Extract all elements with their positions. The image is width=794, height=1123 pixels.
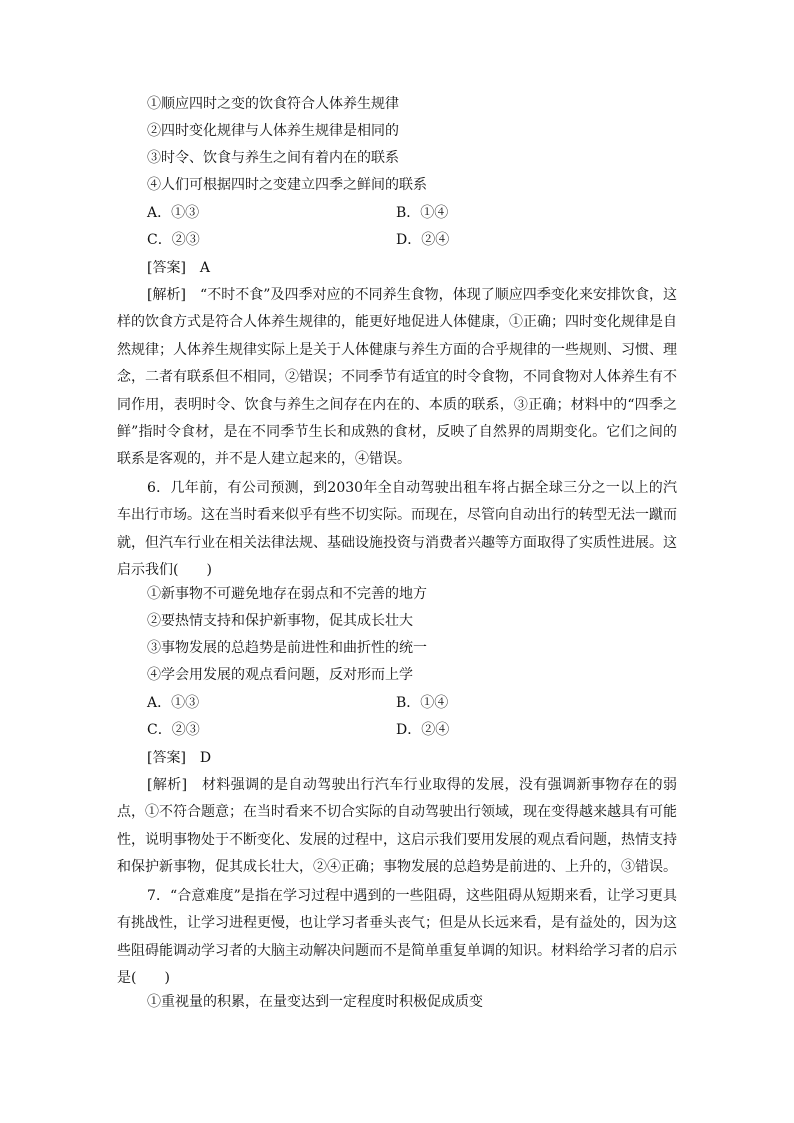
q5-option-1: ①顺应四时之变的饮食符合人体养生规律	[147, 96, 399, 112]
q6-option-3: ③事物发展的总趋势是前进性和曲折性的统一	[147, 640, 427, 656]
q7-option-1: ①重视量的积累，在量变达到一定程度时积极促成质变	[147, 994, 483, 1010]
q6-stem: 6．几年前，有公司预测，到2030年全自动驾驶出租车将占据全球三分之一以上的汽车出行市场。这在当时看来似乎有些不切实际。而现在，尽管向自动出行的转型无法一蹴而就，但汽车行业在相关法律法规、基础设施投资与消费者兴趣等方面取得了实质性进展。这启示我们( )	[117, 480, 677, 579]
q5-answer: [答案] A	[147, 260, 211, 276]
q5-analysis: [解析] “不时不食”及四季对应的不同养生食物，体现了顺应四季变化来安排饮食，这样的饮食方式是符合人体养生规律的，能更好地促进人体健康，①正确；四时变化规律是自然规律；人体养生规律实际上是关于人体健康与养生方面的合乎规律的一些规则、习惯、理念，二者有联系但不相同，②错误；不同季节有适宜的时令食物，不同食物对人体养生有不同作用，表明时令、饮食与养生之间存在内在的、本质的联系，③正确；材料中的“四季之鲜”指时令食材，是在不同季节生长和成熟的食材，反映了自然界的周期变化。它们之间的联系是客观的，并不是人建立起来的，④错误。	[117, 287, 677, 468]
q6-option-2: ②要热情支持和保护新事物，促其成长壮大	[147, 613, 413, 629]
q6-answer: [答案] D	[147, 750, 212, 766]
q5-option-3: ③时令、饮食与养生之间有着内在的联系	[147, 150, 399, 166]
q5-option-4: ④人们可根据四时之变建立四季之鲜间的联系	[147, 177, 427, 193]
q6-analysis: [解析] 材料强调的是自动驾驶出行汽车行业取得的发展，没有强调新事物存在的弱点，①不符合题意；在当时看来不切合实际的自动驾驶出行领域，现在变得越来越具有可能性，说明事物处于不断变化、发展的过程中，这启示我们要用发展的观点看问题，热情支持和保护新事物，促其成长壮大，②④正确；事物发展的总趋势是前进的、上升的，③错误。	[117, 777, 677, 876]
q6-choice-a: A．①③	[147, 695, 200, 711]
q5-choice-c: C．②③	[147, 232, 200, 248]
q5-choice-a: A．①③	[147, 205, 200, 221]
q6-option-1: ①新事物不可避免地存在弱点和不完善的地方	[147, 586, 427, 602]
q5-option-2: ②四时变化规律与人体养生规律是相同的	[147, 123, 399, 139]
q6-option-4: ④学会用发展的观点看问题，反对形而上学	[147, 667, 413, 683]
q5-choice-d: D．②④	[396, 232, 450, 248]
q6-choice-d: D．②④	[396, 722, 450, 738]
q7-stem: 7．“合意难度”是指在学习过程中遇到的一些阻碍，这些阻碍从短期来看，让学习更具有挑战性，让学习进程更慢，也让学习者垂头丧气；但是从长远来看，是有益处的，因为这些阻碍能调动学习者的大脑主动解决问题而不是简单重复单调的知识。材料给学习者的启示是( )	[117, 888, 677, 987]
q6-choice-b: B．①④	[396, 695, 449, 711]
q5-choice-b: B．①④	[396, 205, 449, 221]
q6-choice-c: C．②③	[147, 722, 200, 738]
